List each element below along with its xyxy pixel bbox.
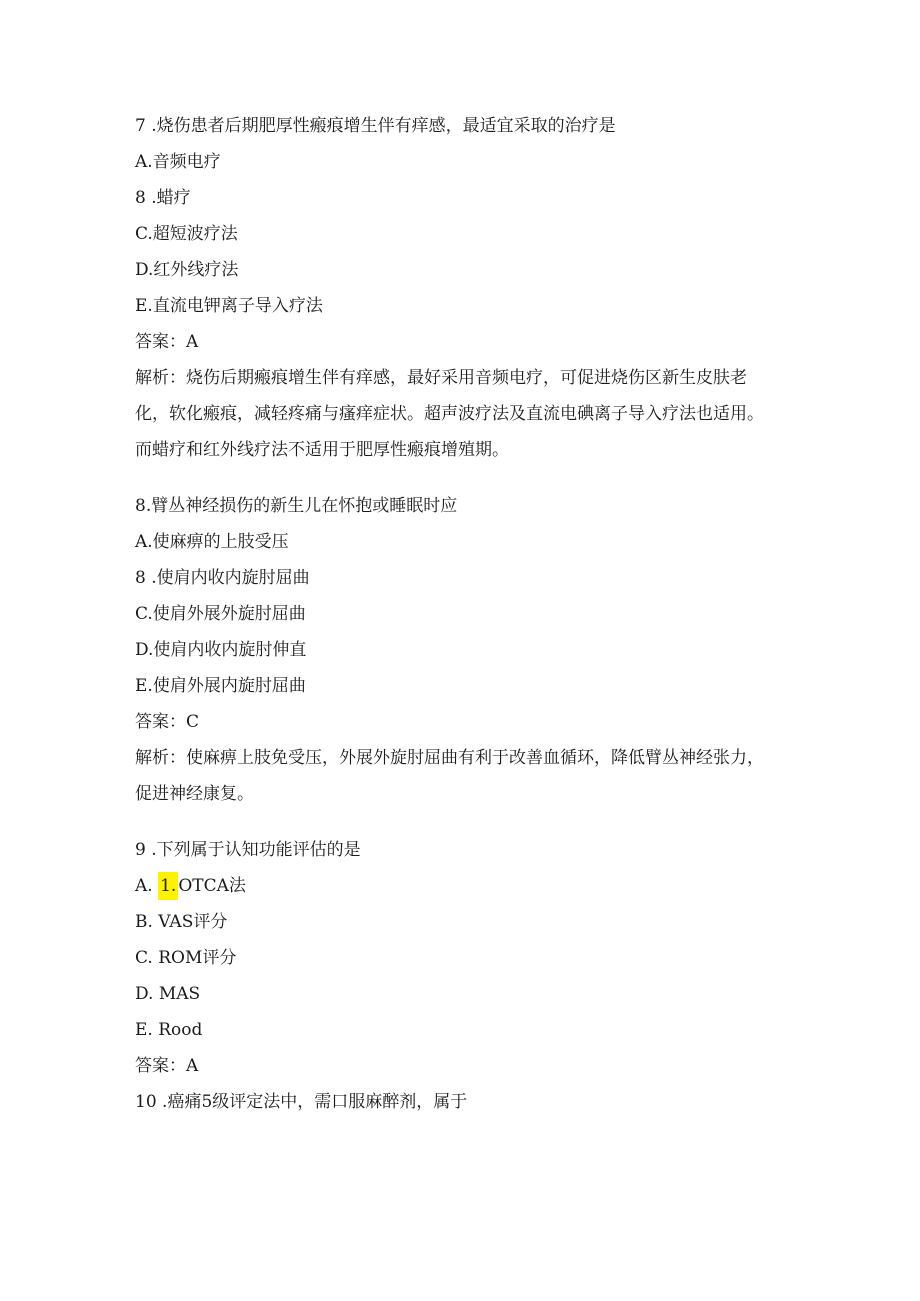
question-10 [135, 1084, 775, 1120]
question-9 [135, 832, 775, 1084]
option-b: B. VAS评分 [135, 912, 228, 932]
question-8 [135, 488, 775, 812]
option-a: A.音频电疗 [135, 152, 221, 172]
question-7 [135, 108, 775, 468]
question-stem: 7 .烧伤患者后期肥厚性瘢痕增生伴有痒感，最适宜采取的治疗是 [135, 116, 616, 136]
option-a: A.使麻痹的上肢受压 [135, 532, 289, 552]
option-a-prefix: A. [135, 876, 159, 896]
option-d: D. MAS [135, 984, 201, 1004]
option-d: D.使肩内收内旋肘伸直 [135, 640, 307, 660]
answer: 答案：C [135, 712, 200, 732]
highlighted-text: 1. [158, 872, 178, 900]
option-c: C.使肩外展外旋肘屈曲 [135, 604, 306, 624]
option-e: E.直流电钾离子导入疗法 [135, 296, 323, 316]
question-stem: 9 .下列属于认知功能评估的是 [135, 840, 361, 860]
analysis: 解析：烧伤后期瘢痕增生伴有痒感，最好采用音频电疗，可促进烧伤区新生皮肤老化，软化瘢痕，减轻疼痛与瘙痒症状。超声波疗法及直流电碘离子导入疗法也适用。而蜡疗和红外线疗法不适用于肥厚性瘢痕增殖期。 [135, 368, 764, 460]
answer: 答案：A [135, 332, 199, 352]
option-e: E. Rood [135, 1020, 203, 1040]
option-d: D.红外线疗法 [135, 260, 239, 280]
question-stem: 8.臂丛神经损伤的新生儿在怀抱或睡眠时应 [135, 496, 458, 516]
document-page [135, 108, 775, 1120]
answer: 答案：A [135, 1056, 199, 1076]
option-c: C. ROM评分 [135, 948, 237, 968]
question-stem: 10 .癌痛5级评定法中，需口服麻醉剂，属于 [135, 1092, 468, 1112]
option-b: 8 .使肩内收内旋肘屈曲 [135, 568, 310, 588]
option-a [135, 868, 775, 904]
option-a-text: OTCA法 [178, 876, 246, 896]
analysis: 解析：使麻痹上肢免受压，外展外旋肘屈曲有利于改善血循环，降低臂丛神经张力，促进神经康复。 [135, 748, 764, 804]
option-b: 8 .蜡疗 [135, 188, 191, 208]
option-e: E.使肩外展内旋肘屈曲 [135, 676, 306, 696]
option-c: C.超短波疗法 [135, 224, 238, 244]
